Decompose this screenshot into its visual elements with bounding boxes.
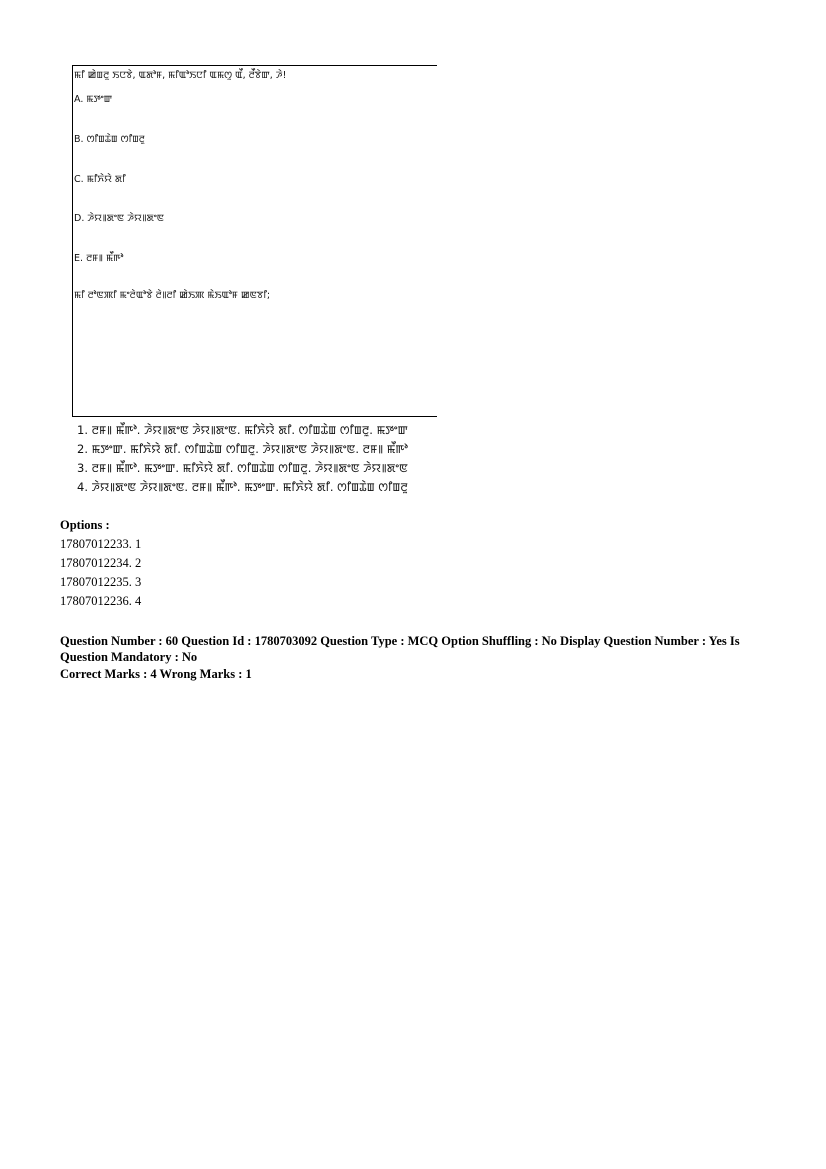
choice-text: ꯃꯇꯦꯛ bbox=[86, 94, 113, 105]
question-metadata: Question Number : 60 Question Id : 1780703092 Question Type : MCQ Option Shuffling : No Display Question Number : Yes Is Question Mandatory : No bbox=[60, 634, 740, 664]
choice-a bbox=[74, 94, 112, 106]
sequence-option-4: 4. ꯍꯥꯌ꯫ꯗꯦꯟ ꯍꯥꯌ꯫ꯗꯦꯟ. ꯂꯝ꯫ ꯃꯩꯒꯣ. ꯃꯇꯦꯛ. ꯃꯤꯈꯥꯌꯥ ꯗꯤ. ꯁꯤꯡꯊꯥꯡ ꯁꯤꯡꯂꯨ bbox=[77, 480, 408, 494]
question-stem: ꯃꯤ ꯀꯥꯡꯂꯨ ꯏꯅꯕꯥ, ꯑꯗꯣꯝ, ꯃꯤꯑꯣꯏꯅꯤ ꯑꯃꯁꯨ ꯑꯩ, ꯂꯩꯕꯥꯛ, ꯍꯥ! bbox=[74, 70, 287, 81]
choice-d bbox=[74, 213, 164, 225]
choice-letter: A. bbox=[74, 94, 84, 105]
choice-text: ꯍꯥꯌ꯫ꯗꯦꯟ ꯍꯥꯌ꯫ꯗꯦꯟ bbox=[87, 213, 165, 224]
marks-info: Correct Marks : 4 Wrong Marks : 1 bbox=[60, 667, 252, 681]
option-id-1: 17807012233. 1 bbox=[60, 537, 142, 551]
question-instruction: ꯃꯤ ꯂꯣꯟꯄꯤ ꯃꯦꯂꯥꯑꯣꯕꯥ ꯂꯥ꯫ꯂꯤ ꯀꯥꯏꯄ ꯃꯥꯏꯑꯣꯝ ꯀꯟꯕꯤ; bbox=[74, 290, 271, 301]
options-heading: Options : bbox=[60, 518, 110, 532]
choice-letter: C. bbox=[74, 174, 84, 185]
sequence-option-2: 2. ꯃꯇꯦꯛ. ꯃꯤꯈꯥꯌꯥ ꯗꯤ. ꯁꯤꯡꯊꯥꯡ ꯁꯤꯡꯂꯨ. ꯍꯥꯌ꯫ꯗꯦꯟ ꯍꯥꯌ꯫ꯗꯦꯟ. ꯂꯝ꯫ ꯃꯩꯒꯣ bbox=[77, 442, 408, 456]
choice-text: ꯂꯝ꯫ ꯃꯩꯒꯣ bbox=[86, 253, 124, 264]
choice-c bbox=[74, 174, 126, 186]
sequence-option-1: 1. ꯂꯝ꯫ ꯃꯩꯒꯣ. ꯍꯥꯌ꯫ꯗꯦꯟ ꯍꯥꯌ꯫ꯗꯦꯟ. ꯃꯤꯈꯥꯌꯥ ꯗꯤ. ꯁꯤꯡꯊꯥꯡ ꯁꯤꯡꯂꯨ. ꯃꯇꯦꯛ bbox=[77, 423, 408, 437]
question-box bbox=[72, 65, 437, 417]
choice-letter: B. bbox=[74, 134, 84, 145]
choice-text: ꯃꯤꯈꯥꯌꯥ ꯗꯤ bbox=[86, 174, 126, 185]
choice-b bbox=[74, 134, 145, 146]
choice-letter: E. bbox=[74, 253, 84, 264]
option-id-4: 17807012236. 4 bbox=[60, 594, 142, 608]
sequence-option-3: 3. ꯂꯝ꯫ ꯃꯩꯒꯣ. ꯃꯇꯦꯛ. ꯃꯤꯈꯥꯌꯥ ꯗꯤ. ꯁꯤꯡꯊꯥꯡ ꯁꯤꯡꯂꯨ. ꯍꯥꯌ꯫ꯗꯦꯟ ꯍꯥꯌ꯫ꯗꯦꯟ bbox=[77, 461, 408, 475]
choice-text: ꯁꯤꯡꯊꯥꯡ ꯁꯤꯡꯂꯨ bbox=[86, 134, 145, 145]
choice-letter: D. bbox=[74, 213, 85, 224]
option-id-2: 17807012234. 2 bbox=[60, 556, 142, 570]
choice-e bbox=[74, 253, 123, 265]
option-id-3: 17807012235. 3 bbox=[60, 575, 142, 589]
